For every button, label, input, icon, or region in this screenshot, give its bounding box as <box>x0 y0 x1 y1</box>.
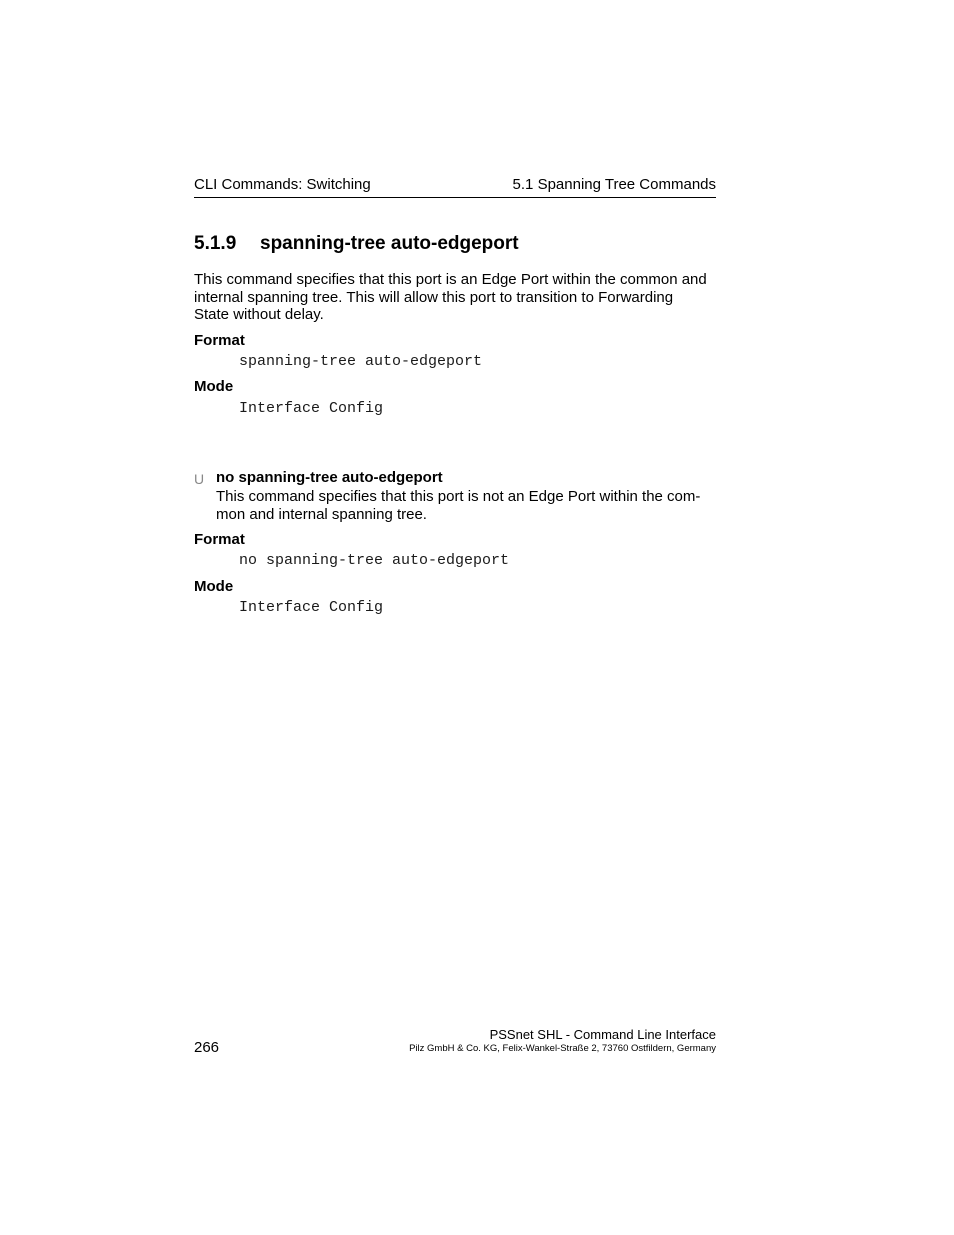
running-header-section: 5.1 Spanning Tree Commands <box>512 176 716 193</box>
page-number: 266 <box>194 1039 220 1056</box>
no-form-mode-value: Interface Config <box>239 599 384 616</box>
bullet-marker: U <box>194 471 205 487</box>
mode-value: Interface Config <box>239 400 384 417</box>
no-form-description <box>216 488 716 523</box>
no-form-mode-label: Mode <box>194 578 234 595</box>
footer-product: PSSnet SHL - Command Line Interface <box>489 1027 716 1042</box>
description-line: mon and internal spanning tree. <box>216 505 427 523</box>
description-line: State without delay. <box>194 306 324 324</box>
description-line: internal spanning tree. This will allow this port to transition to Forwarding <box>194 288 674 306</box>
description-line: This command specifies that this port is an Edge Port within the common and <box>194 271 707 288</box>
description-line: This command specifies that this port is not an Edge Port within the com- <box>216 488 701 505</box>
section-description <box>194 271 716 324</box>
format-label: Format <box>194 332 245 349</box>
no-form-format-label: Format <box>194 531 245 548</box>
mode-label: Mode <box>194 378 234 395</box>
no-form-heading: no spanning-tree auto-edgeport <box>216 469 443 486</box>
format-value: spanning-tree auto-edgeport <box>239 353 483 370</box>
section-title: spanning-tree auto-edgeport <box>260 233 519 254</box>
header-rule <box>194 197 716 198</box>
no-form-format-value: no spanning-tree auto-edgeport <box>239 552 510 569</box>
section-heading <box>194 233 519 255</box>
running-header-chapter: CLI Commands: Switching <box>194 176 371 193</box>
footer-address: Pilz GmbH & Co. KG, Felix-Wankel-Straße 2, 73760 Ostfildern, Germany <box>409 1043 716 1054</box>
section-number: 5.1.9 <box>194 233 237 254</box>
